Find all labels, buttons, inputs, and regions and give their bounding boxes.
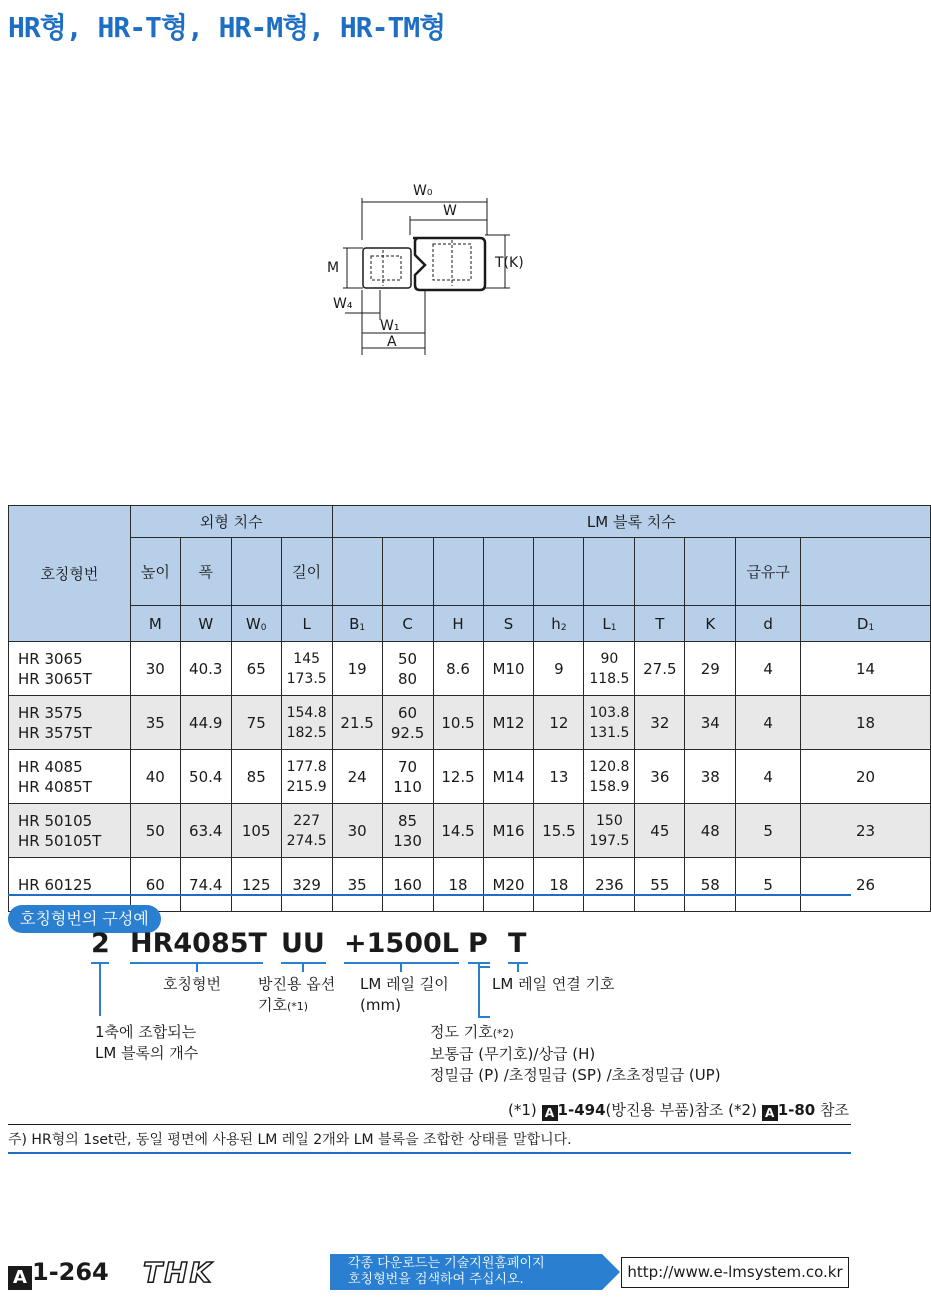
code-accuracy: P — [468, 928, 488, 959]
sym-l: L — [281, 606, 332, 642]
table-row: HR 3065 HR 3065T 30 40.3 65 145 173.5 19 50 80 8.6 M10 9 90 118.5 27.5 29 4 14 — [9, 642, 931, 696]
label-accuracy: 정도 기호(*2) 보통급 (무기호)/상급 (H) 정밀급 (P) /초정밀급 (SP) /초초정밀급 (UP) — [430, 1023, 721, 1084]
header-model: 호칭형번 — [9, 506, 131, 642]
sym-k: K — [685, 606, 736, 642]
label-seal: 방진용 옵션 기호(*1) — [258, 975, 336, 1014]
banner-text: 각종 다운로드는 기술지원홈페이지 호칭형번을 검색하여 주십시오. — [348, 1256, 545, 1287]
label-w: W — [443, 203, 457, 219]
sym-h: H — [433, 606, 483, 642]
sym-d1: D1 — [801, 606, 931, 642]
reference-line: (*1) A 1-494(방진용 부품)참조 (*2) A 1-80 참조 — [508, 1101, 849, 1120]
header-width: 폭 — [180, 538, 231, 606]
label-m: M — [327, 260, 340, 276]
sym-w0: W0 — [231, 606, 281, 642]
header-height: 높이 — [130, 538, 180, 606]
divider — [8, 894, 851, 896]
table-row: HR 4085 HR 4085T 40 50.4 85 177.8 215.9 24 70 110 12.5 M14 13 120.8 158.9 36 38 4 20 — [9, 750, 931, 804]
label-w1: W₁ — [380, 318, 400, 334]
sym-s: S — [483, 606, 534, 642]
website-link[interactable]: http://www.e-lmsystem.co.kr — [621, 1257, 849, 1288]
sym-c: C — [382, 606, 433, 642]
header-lube: 급유구 — [736, 538, 801, 606]
example-pill: 호칭형번의 구성예 — [8, 905, 161, 933]
sym-t: T — [635, 606, 685, 642]
sym-l1: L1 — [584, 606, 635, 642]
cross-section-diagram — [325, 180, 555, 355]
header-outer: 외형 치수 — [130, 506, 332, 538]
header-lm-block: LM 블록 치수 — [332, 506, 930, 538]
label-a: A — [387, 334, 397, 350]
label-joint: LM 레일 연결 기호 — [492, 975, 615, 993]
table-row: HR 3575 HR 3575T 35 44.9 75 154.8 182.5 21.5 60 92.5 10.5 M12 12 103.8 131.5 32 34 4 18 — [9, 696, 931, 750]
table-row: HR 60125 60 74.4 125 329 35 160 18 M20 18 236 55 58 5 26 — [9, 858, 931, 912]
page-number: A 1-264 — [8, 1258, 109, 1290]
sym-m: M — [130, 606, 180, 642]
code-joint: T — [508, 928, 527, 959]
thk-logo: THK — [143, 1256, 214, 1289]
label-w4: W₄ — [333, 296, 353, 312]
label-block-count: 1축에 조합되는 LM 블록의 개수 — [95, 1023, 199, 1062]
sym-b1: B1 — [332, 606, 382, 642]
header-length: 길이 — [281, 538, 332, 606]
sym-d: d — [736, 606, 801, 642]
sym-w: W — [180, 606, 231, 642]
table-row: HR 50105 HR 50105T 50 63.4 105 227 274.5 30 85 130 14.5 M16 15.5 150 197.5 45 48 5 23 — [9, 804, 931, 858]
label-t-k: T(K) — [495, 255, 524, 271]
label-w0: W₀ — [413, 183, 433, 199]
code-model: HR4085T — [130, 928, 267, 959]
sym-h2: h2 — [534, 606, 584, 642]
code-length: +1500L — [344, 928, 459, 959]
label-model: 호칭형번 — [163, 975, 221, 993]
spec-table — [8, 505, 931, 912]
label-rail-length: LM 레일 길이 (mm) — [360, 975, 449, 1014]
code-seal: UU — [281, 928, 325, 959]
footnote: 주) HR형의 1set란, 동일 평면에 사용된 LM 레일 2개와 LM 블록을 조합한 상태를 말합니다. — [8, 1132, 572, 1148]
code-count: 2 — [91, 928, 110, 959]
page-title: HR형, HR-T형, HR-M형, HR-TM형 — [8, 11, 446, 44]
